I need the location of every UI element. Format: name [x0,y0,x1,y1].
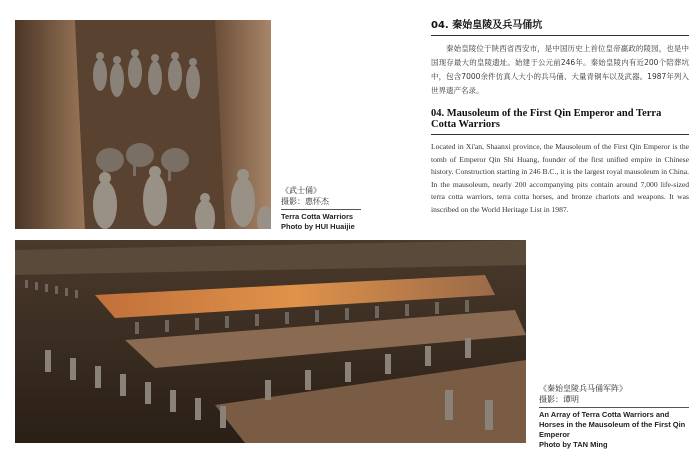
caption-bottom-title-en: An Array of Terra Cotta Warriors and Horses in the Mausoleum of the First Qin Emperor [539,410,686,439]
photo-terra-cotta-warriors [15,20,271,229]
warriors-photo-illustration [15,20,271,229]
caption-top-title-en: Terra Cotta Warriors [281,212,354,221]
photo-warrior-array [15,240,526,443]
caption-bottom-title-cn: 《秦始皇陵兵马俑军阵》 [539,384,627,393]
section-title-en: 04. Mausoleum of the First Qin Emperor and Terra Cotta Warriors [431,108,662,130]
article-text-column [431,16,689,216]
caption-bottom-credit-cn: 摄影：谭明 [539,395,579,404]
section-paragraph-cn: 秦始皇陵位于陕西省西安市，是中国历史上首位皇帝嬴政的陵园，也是中国现存最大的皇陵遗址。始建于公元前246年。秦始皇陵内有近200个陪葬坑中，包含7000余件仿真人大小的兵马俑、大量青铜车以及武器。1987年列入世界遗产名录。 [431,44,689,95]
caption-bottom-rule [539,407,689,408]
caption-top-rule [281,209,361,210]
caption-top-credit-en: Photo by HUI Huaijie [281,222,355,231]
title-rule-en [431,134,689,135]
array-photo-illustration [15,240,526,443]
section-title-cn: 04. 秦始皇陵及兵马俑坑 [431,20,543,31]
caption-top-credit-cn: 摄影：惠怀杰 [281,197,329,206]
caption-bottom-photo [539,383,689,450]
caption-top-title-cn: 《武士俑》 [281,186,321,195]
caption-bottom-credit-en: Photo by TAN Ming [539,440,608,449]
title-rule-cn [431,35,689,36]
caption-top-photo [281,185,361,232]
section-paragraph-en: Located in Xi'an, Shaanxi province, the Mausoleum of the First Qin Emperor is the tomb of Emperor Qin Shi Huang, founder of the first unified empire in Chinese history. Construction starting in 246 B.C., it is the largest royal mausoleum in China. In the mausoleum, nearly 200 accompanying pits contain around 7,000 life-sized terra cotta warriors, terra cotta horses, and bronze chariots and weapons. It was inscribed on the World Heritage List in 1987. [431,142,689,214]
